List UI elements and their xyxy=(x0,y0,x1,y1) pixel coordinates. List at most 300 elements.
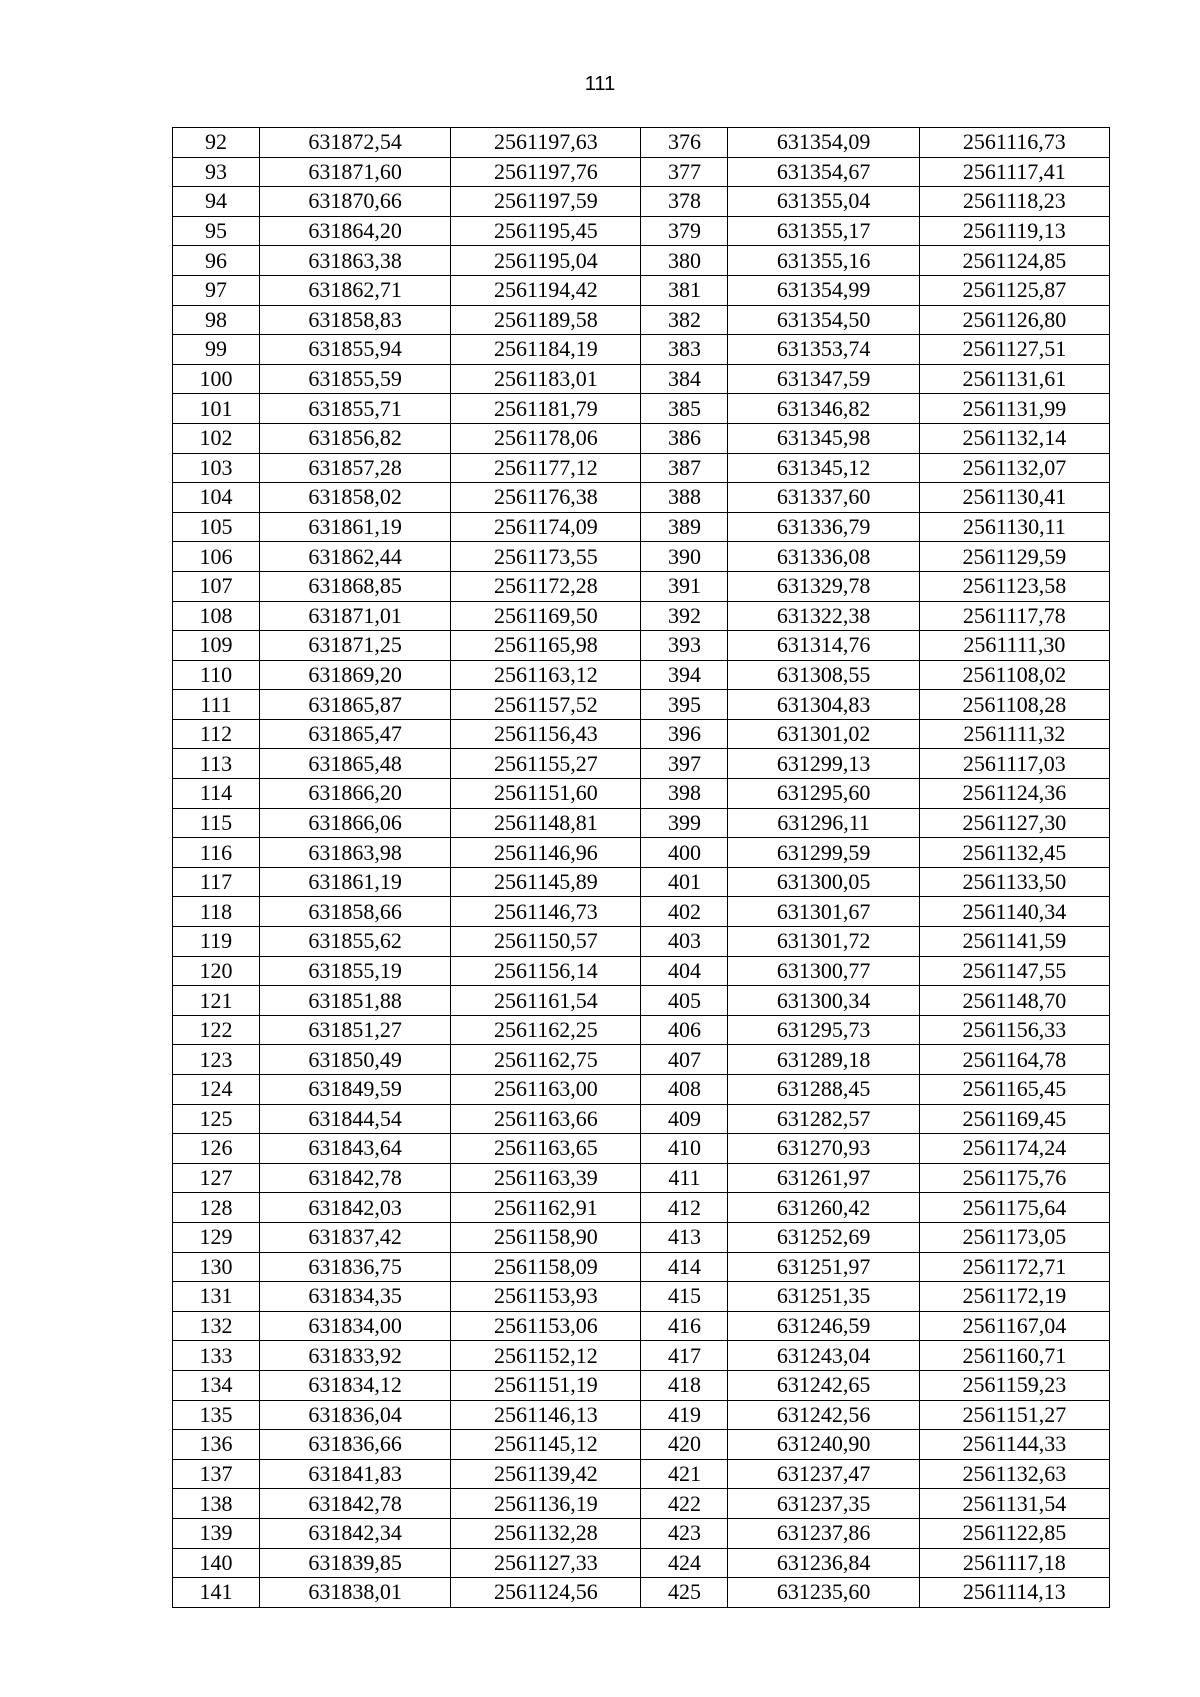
point-number-cell: 116 xyxy=(173,838,260,868)
x-coordinate-cell: 631355,04 xyxy=(728,187,919,217)
x-coordinate-cell: 631295,73 xyxy=(728,1015,919,1045)
y-coordinate-cell: 2561172,19 xyxy=(919,1282,1109,1312)
point-number-cell: 117 xyxy=(173,867,260,897)
table-row xyxy=(173,1075,1110,1105)
x-coordinate-cell: 631836,75 xyxy=(260,1252,451,1282)
y-coordinate-cell: 2561197,59 xyxy=(451,187,641,217)
coordinates-table-body xyxy=(173,128,1110,1608)
x-coordinate-cell: 631345,98 xyxy=(728,423,919,453)
point-number-cell: 378 xyxy=(641,187,728,217)
y-coordinate-cell: 2561124,56 xyxy=(451,1578,641,1608)
point-number-cell: 385 xyxy=(641,394,728,424)
point-number-cell: 111 xyxy=(173,690,260,720)
point-number-cell: 415 xyxy=(641,1282,728,1312)
point-number-cell: 402 xyxy=(641,897,728,927)
table-row xyxy=(173,364,1110,394)
x-coordinate-cell: 631301,67 xyxy=(728,897,919,927)
point-number-cell: 109 xyxy=(173,631,260,661)
y-coordinate-cell: 2561175,76 xyxy=(919,1163,1109,1193)
table-row xyxy=(173,1134,1110,1164)
x-coordinate-cell: 631251,97 xyxy=(728,1252,919,1282)
point-number-cell: 388 xyxy=(641,483,728,513)
x-coordinate-cell: 631863,38 xyxy=(260,246,451,276)
x-coordinate-cell: 631871,60 xyxy=(260,157,451,187)
y-coordinate-cell: 2561155,27 xyxy=(451,749,641,779)
y-coordinate-cell: 2561130,41 xyxy=(919,483,1109,513)
x-coordinate-cell: 631345,12 xyxy=(728,453,919,483)
y-coordinate-cell: 2561153,06 xyxy=(451,1311,641,1341)
table-row xyxy=(173,749,1110,779)
table-row xyxy=(173,1282,1110,1312)
y-coordinate-cell: 2561177,12 xyxy=(451,453,641,483)
y-coordinate-cell: 2561197,63 xyxy=(451,128,641,158)
x-coordinate-cell: 631240,90 xyxy=(728,1430,919,1460)
table-row xyxy=(173,453,1110,483)
y-coordinate-cell: 2561169,45 xyxy=(919,1104,1109,1134)
x-coordinate-cell: 631839,85 xyxy=(260,1548,451,1578)
y-coordinate-cell: 2561146,96 xyxy=(451,838,641,868)
x-coordinate-cell: 631861,19 xyxy=(260,512,451,542)
point-number-cell: 100 xyxy=(173,364,260,394)
table-row xyxy=(173,1518,1110,1548)
table-row xyxy=(173,986,1110,1016)
x-coordinate-cell: 631858,66 xyxy=(260,897,451,927)
point-number-cell: 397 xyxy=(641,749,728,779)
table-row xyxy=(173,631,1110,661)
y-coordinate-cell: 2561163,12 xyxy=(451,660,641,690)
point-number-cell: 114 xyxy=(173,779,260,809)
x-coordinate-cell: 631235,60 xyxy=(728,1578,919,1608)
table-row xyxy=(173,660,1110,690)
y-coordinate-cell: 2561167,04 xyxy=(919,1311,1109,1341)
point-number-cell: 419 xyxy=(641,1400,728,1430)
x-coordinate-cell: 631864,20 xyxy=(260,216,451,246)
y-coordinate-cell: 2561124,36 xyxy=(919,779,1109,809)
table-row xyxy=(173,571,1110,601)
y-coordinate-cell: 2561129,59 xyxy=(919,542,1109,572)
table-row xyxy=(173,275,1110,305)
x-coordinate-cell: 631236,84 xyxy=(728,1548,919,1578)
point-number-cell: 382 xyxy=(641,305,728,335)
y-coordinate-cell: 2561111,32 xyxy=(919,719,1109,749)
point-number-cell: 113 xyxy=(173,749,260,779)
table-row xyxy=(173,867,1110,897)
table-row xyxy=(173,927,1110,957)
y-coordinate-cell: 2561148,81 xyxy=(451,808,641,838)
x-coordinate-cell: 631866,20 xyxy=(260,779,451,809)
point-number-cell: 384 xyxy=(641,364,728,394)
x-coordinate-cell: 631270,93 xyxy=(728,1134,919,1164)
y-coordinate-cell: 2561140,34 xyxy=(919,897,1109,927)
table-row xyxy=(173,956,1110,986)
y-coordinate-cell: 2561116,73 xyxy=(919,128,1109,158)
x-coordinate-cell: 631296,11 xyxy=(728,808,919,838)
x-coordinate-cell: 631354,50 xyxy=(728,305,919,335)
point-number-cell: 405 xyxy=(641,986,728,1016)
x-coordinate-cell: 631242,65 xyxy=(728,1370,919,1400)
point-number-cell: 137 xyxy=(173,1459,260,1489)
y-coordinate-cell: 2561145,12 xyxy=(451,1430,641,1460)
y-coordinate-cell: 2561117,03 xyxy=(919,749,1109,779)
y-coordinate-cell: 2561161,54 xyxy=(451,986,641,1016)
table-row xyxy=(173,1252,1110,1282)
y-coordinate-cell: 2561127,33 xyxy=(451,1548,641,1578)
x-coordinate-cell: 631337,60 xyxy=(728,483,919,513)
x-coordinate-cell: 631314,76 xyxy=(728,631,919,661)
point-number-cell: 101 xyxy=(173,394,260,424)
y-coordinate-cell: 2561173,55 xyxy=(451,542,641,572)
table-row xyxy=(173,483,1110,513)
table-row xyxy=(173,305,1110,335)
point-number-cell: 376 xyxy=(641,128,728,158)
y-coordinate-cell: 2561147,55 xyxy=(919,956,1109,986)
y-coordinate-cell: 2561133,50 xyxy=(919,867,1109,897)
table-row xyxy=(173,838,1110,868)
y-coordinate-cell: 2561118,23 xyxy=(919,187,1109,217)
y-coordinate-cell: 2561117,18 xyxy=(919,1548,1109,1578)
point-number-cell: 128 xyxy=(173,1193,260,1223)
x-coordinate-cell: 631301,72 xyxy=(728,927,919,957)
table-row xyxy=(173,216,1110,246)
x-coordinate-cell: 631299,13 xyxy=(728,749,919,779)
x-coordinate-cell: 631322,38 xyxy=(728,601,919,631)
point-number-cell: 425 xyxy=(641,1578,728,1608)
table-row xyxy=(173,897,1110,927)
x-coordinate-cell: 631329,78 xyxy=(728,571,919,601)
y-coordinate-cell: 2561151,19 xyxy=(451,1370,641,1400)
point-number-cell: 422 xyxy=(641,1489,728,1519)
y-coordinate-cell: 2561165,98 xyxy=(451,631,641,661)
x-coordinate-cell: 631301,02 xyxy=(728,719,919,749)
y-coordinate-cell: 2561123,58 xyxy=(919,571,1109,601)
y-coordinate-cell: 2561131,61 xyxy=(919,364,1109,394)
x-coordinate-cell: 631842,34 xyxy=(260,1518,451,1548)
table-row xyxy=(173,1311,1110,1341)
point-number-cell: 417 xyxy=(641,1341,728,1371)
y-coordinate-cell: 2561174,24 xyxy=(919,1134,1109,1164)
point-number-cell: 118 xyxy=(173,897,260,927)
y-coordinate-cell: 2561160,71 xyxy=(919,1341,1109,1371)
x-coordinate-cell: 631865,87 xyxy=(260,690,451,720)
table-row xyxy=(173,128,1110,158)
point-number-cell: 416 xyxy=(641,1311,728,1341)
point-number-cell: 136 xyxy=(173,1430,260,1460)
y-coordinate-cell: 2561158,90 xyxy=(451,1222,641,1252)
y-coordinate-cell: 2561131,99 xyxy=(919,394,1109,424)
x-coordinate-cell: 631237,86 xyxy=(728,1518,919,1548)
point-number-cell: 95 xyxy=(173,216,260,246)
x-coordinate-cell: 631855,71 xyxy=(260,394,451,424)
y-coordinate-cell: 2561114,13 xyxy=(919,1578,1109,1608)
y-coordinate-cell: 2561194,42 xyxy=(451,275,641,305)
x-coordinate-cell: 631833,92 xyxy=(260,1341,451,1371)
point-number-cell: 390 xyxy=(641,542,728,572)
point-number-cell: 103 xyxy=(173,453,260,483)
point-number-cell: 105 xyxy=(173,512,260,542)
point-number-cell: 131 xyxy=(173,1282,260,1312)
y-coordinate-cell: 2561183,01 xyxy=(451,364,641,394)
y-coordinate-cell: 2561169,50 xyxy=(451,601,641,631)
x-coordinate-cell: 631869,20 xyxy=(260,660,451,690)
x-coordinate-cell: 631855,59 xyxy=(260,364,451,394)
x-coordinate-cell: 631300,05 xyxy=(728,867,919,897)
x-coordinate-cell: 631838,01 xyxy=(260,1578,451,1608)
x-coordinate-cell: 631299,59 xyxy=(728,838,919,868)
y-coordinate-cell: 2561108,28 xyxy=(919,690,1109,720)
y-coordinate-cell: 2561111,30 xyxy=(919,631,1109,661)
table-row xyxy=(173,394,1110,424)
point-number-cell: 387 xyxy=(641,453,728,483)
table-row xyxy=(173,1163,1110,1193)
y-coordinate-cell: 2561156,43 xyxy=(451,719,641,749)
y-coordinate-cell: 2561156,14 xyxy=(451,956,641,986)
x-coordinate-cell: 631243,04 xyxy=(728,1341,919,1371)
x-coordinate-cell: 631855,94 xyxy=(260,335,451,365)
table-row xyxy=(173,1104,1110,1134)
x-coordinate-cell: 631354,99 xyxy=(728,275,919,305)
y-coordinate-cell: 2561136,19 xyxy=(451,1489,641,1519)
point-number-cell: 121 xyxy=(173,986,260,1016)
x-coordinate-cell: 631851,27 xyxy=(260,1015,451,1045)
y-coordinate-cell: 2561195,04 xyxy=(451,246,641,276)
x-coordinate-cell: 631308,55 xyxy=(728,660,919,690)
y-coordinate-cell: 2561151,60 xyxy=(451,779,641,809)
point-number-cell: 119 xyxy=(173,927,260,957)
point-number-cell: 389 xyxy=(641,512,728,542)
x-coordinate-cell: 631872,54 xyxy=(260,128,451,158)
table-row xyxy=(173,187,1110,217)
x-coordinate-cell: 631336,08 xyxy=(728,542,919,572)
x-coordinate-cell: 631858,02 xyxy=(260,483,451,513)
point-number-cell: 96 xyxy=(173,246,260,276)
point-number-cell: 391 xyxy=(641,571,728,601)
x-coordinate-cell: 631834,00 xyxy=(260,1311,451,1341)
x-coordinate-cell: 631347,59 xyxy=(728,364,919,394)
point-number-cell: 420 xyxy=(641,1430,728,1460)
x-coordinate-cell: 631834,35 xyxy=(260,1282,451,1312)
y-coordinate-cell: 2561197,76 xyxy=(451,157,641,187)
point-number-cell: 386 xyxy=(641,423,728,453)
page-number: 111 xyxy=(584,73,616,95)
point-number-cell: 126 xyxy=(173,1134,260,1164)
x-coordinate-cell: 631861,19 xyxy=(260,867,451,897)
y-coordinate-cell: 2561163,39 xyxy=(451,1163,641,1193)
table-row xyxy=(173,779,1110,809)
x-coordinate-cell: 631858,83 xyxy=(260,305,451,335)
y-coordinate-cell: 2561162,25 xyxy=(451,1015,641,1045)
point-number-cell: 411 xyxy=(641,1163,728,1193)
point-number-cell: 396 xyxy=(641,719,728,749)
y-coordinate-cell: 2561122,85 xyxy=(919,1518,1109,1548)
point-number-cell: 381 xyxy=(641,275,728,305)
y-coordinate-cell: 2561189,58 xyxy=(451,305,641,335)
y-coordinate-cell: 2561132,07 xyxy=(919,453,1109,483)
point-number-cell: 138 xyxy=(173,1489,260,1519)
x-coordinate-cell: 631842,78 xyxy=(260,1163,451,1193)
x-coordinate-cell: 631837,42 xyxy=(260,1222,451,1252)
point-number-cell: 407 xyxy=(641,1045,728,1075)
table-row xyxy=(173,157,1110,187)
table-row xyxy=(173,1370,1110,1400)
y-coordinate-cell: 2561181,79 xyxy=(451,394,641,424)
point-number-cell: 127 xyxy=(173,1163,260,1193)
point-number-cell: 380 xyxy=(641,246,728,276)
coordinates-table xyxy=(172,127,1110,1608)
point-number-cell: 106 xyxy=(173,542,260,572)
y-coordinate-cell: 2561108,02 xyxy=(919,660,1109,690)
point-number-cell: 423 xyxy=(641,1518,728,1548)
x-coordinate-cell: 631836,04 xyxy=(260,1400,451,1430)
x-coordinate-cell: 631836,66 xyxy=(260,1430,451,1460)
y-coordinate-cell: 2561176,38 xyxy=(451,483,641,513)
point-number-cell: 99 xyxy=(173,335,260,365)
point-number-cell: 125 xyxy=(173,1104,260,1134)
x-coordinate-cell: 631868,85 xyxy=(260,571,451,601)
x-coordinate-cell: 631850,49 xyxy=(260,1045,451,1075)
point-number-cell: 379 xyxy=(641,216,728,246)
x-coordinate-cell: 631282,57 xyxy=(728,1104,919,1134)
y-coordinate-cell: 2561162,91 xyxy=(451,1193,641,1223)
y-coordinate-cell: 2561163,66 xyxy=(451,1104,641,1134)
x-coordinate-cell: 631851,88 xyxy=(260,986,451,1016)
y-coordinate-cell: 2561164,78 xyxy=(919,1045,1109,1075)
x-coordinate-cell: 631863,98 xyxy=(260,838,451,868)
point-number-cell: 135 xyxy=(173,1400,260,1430)
y-coordinate-cell: 2561163,00 xyxy=(451,1075,641,1105)
point-number-cell: 97 xyxy=(173,275,260,305)
point-number-cell: 412 xyxy=(641,1193,728,1223)
point-number-cell: 115 xyxy=(173,808,260,838)
point-number-cell: 408 xyxy=(641,1075,728,1105)
point-number-cell: 92 xyxy=(173,128,260,158)
y-coordinate-cell: 2561126,80 xyxy=(919,305,1109,335)
x-coordinate-cell: 631346,82 xyxy=(728,394,919,424)
table-row xyxy=(173,1222,1110,1252)
point-number-cell: 377 xyxy=(641,157,728,187)
point-number-cell: 424 xyxy=(641,1548,728,1578)
y-coordinate-cell: 2561172,28 xyxy=(451,571,641,601)
x-coordinate-cell: 631834,12 xyxy=(260,1370,451,1400)
table-row xyxy=(173,542,1110,572)
y-coordinate-cell: 2561132,28 xyxy=(451,1518,641,1548)
point-number-cell: 418 xyxy=(641,1370,728,1400)
point-number-cell: 129 xyxy=(173,1222,260,1252)
x-coordinate-cell: 631841,83 xyxy=(260,1459,451,1489)
y-coordinate-cell: 2561159,23 xyxy=(919,1370,1109,1400)
point-number-cell: 395 xyxy=(641,690,728,720)
table-row xyxy=(173,808,1110,838)
x-coordinate-cell: 631242,56 xyxy=(728,1400,919,1430)
point-number-cell: 404 xyxy=(641,956,728,986)
table-row xyxy=(173,1548,1110,1578)
x-coordinate-cell: 631237,47 xyxy=(728,1459,919,1489)
point-number-cell: 400 xyxy=(641,838,728,868)
x-coordinate-cell: 631856,82 xyxy=(260,423,451,453)
y-coordinate-cell: 2561132,14 xyxy=(919,423,1109,453)
point-number-cell: 107 xyxy=(173,571,260,601)
x-coordinate-cell: 631354,67 xyxy=(728,157,919,187)
table-row xyxy=(173,719,1110,749)
point-number-cell: 383 xyxy=(641,335,728,365)
point-number-cell: 133 xyxy=(173,1341,260,1371)
y-coordinate-cell: 2561124,85 xyxy=(919,246,1109,276)
table-row xyxy=(173,690,1110,720)
table-row xyxy=(173,423,1110,453)
y-coordinate-cell: 2561162,75 xyxy=(451,1045,641,1075)
point-number-cell: 406 xyxy=(641,1015,728,1045)
y-coordinate-cell: 2561178,06 xyxy=(451,423,641,453)
point-number-cell: 98 xyxy=(173,305,260,335)
x-coordinate-cell: 631355,16 xyxy=(728,246,919,276)
y-coordinate-cell: 2561144,33 xyxy=(919,1430,1109,1460)
y-coordinate-cell: 2561158,09 xyxy=(451,1252,641,1282)
point-number-cell: 141 xyxy=(173,1578,260,1608)
y-coordinate-cell: 2561195,45 xyxy=(451,216,641,246)
point-number-cell: 132 xyxy=(173,1311,260,1341)
x-coordinate-cell: 631300,77 xyxy=(728,956,919,986)
table-row xyxy=(173,1045,1110,1075)
y-coordinate-cell: 2561174,09 xyxy=(451,512,641,542)
table-row xyxy=(173,246,1110,276)
x-coordinate-cell: 631304,83 xyxy=(728,690,919,720)
y-coordinate-cell: 2561156,33 xyxy=(919,1015,1109,1045)
y-coordinate-cell: 2561132,45 xyxy=(919,838,1109,868)
point-number-cell: 414 xyxy=(641,1252,728,1282)
y-coordinate-cell: 2561130,11 xyxy=(919,512,1109,542)
table-row xyxy=(173,601,1110,631)
x-coordinate-cell: 631336,79 xyxy=(728,512,919,542)
point-number-cell: 403 xyxy=(641,927,728,957)
point-number-cell: 421 xyxy=(641,1459,728,1489)
point-number-cell: 94 xyxy=(173,187,260,217)
x-coordinate-cell: 631862,71 xyxy=(260,275,451,305)
x-coordinate-cell: 631295,60 xyxy=(728,779,919,809)
x-coordinate-cell: 631261,97 xyxy=(728,1163,919,1193)
y-coordinate-cell: 2561151,27 xyxy=(919,1400,1109,1430)
y-coordinate-cell: 2561127,30 xyxy=(919,808,1109,838)
x-coordinate-cell: 631842,03 xyxy=(260,1193,451,1223)
point-number-cell: 123 xyxy=(173,1045,260,1075)
point-number-cell: 112 xyxy=(173,719,260,749)
y-coordinate-cell: 2561117,78 xyxy=(919,601,1109,631)
x-coordinate-cell: 631300,34 xyxy=(728,986,919,1016)
x-coordinate-cell: 631849,59 xyxy=(260,1075,451,1105)
y-coordinate-cell: 2561172,71 xyxy=(919,1252,1109,1282)
y-coordinate-cell: 2561148,70 xyxy=(919,986,1109,1016)
point-number-cell: 393 xyxy=(641,631,728,661)
y-coordinate-cell: 2561184,19 xyxy=(451,335,641,365)
point-number-cell: 93 xyxy=(173,157,260,187)
table-row xyxy=(173,1578,1110,1608)
y-coordinate-cell: 2561141,59 xyxy=(919,927,1109,957)
point-number-cell: 108 xyxy=(173,601,260,631)
point-number-cell: 401 xyxy=(641,867,728,897)
point-number-cell: 139 xyxy=(173,1518,260,1548)
x-coordinate-cell: 631844,54 xyxy=(260,1104,451,1134)
y-coordinate-cell: 2561125,87 xyxy=(919,275,1109,305)
x-coordinate-cell: 631855,62 xyxy=(260,927,451,957)
y-coordinate-cell: 2561127,51 xyxy=(919,335,1109,365)
x-coordinate-cell: 631251,35 xyxy=(728,1282,919,1312)
point-number-cell: 140 xyxy=(173,1548,260,1578)
y-coordinate-cell: 2561146,13 xyxy=(451,1400,641,1430)
y-coordinate-cell: 2561150,57 xyxy=(451,927,641,957)
point-number-cell: 394 xyxy=(641,660,728,690)
x-coordinate-cell: 631252,69 xyxy=(728,1222,919,1252)
y-coordinate-cell: 2561119,13 xyxy=(919,216,1109,246)
y-coordinate-cell: 2561163,65 xyxy=(451,1134,641,1164)
y-coordinate-cell: 2561117,41 xyxy=(919,157,1109,187)
